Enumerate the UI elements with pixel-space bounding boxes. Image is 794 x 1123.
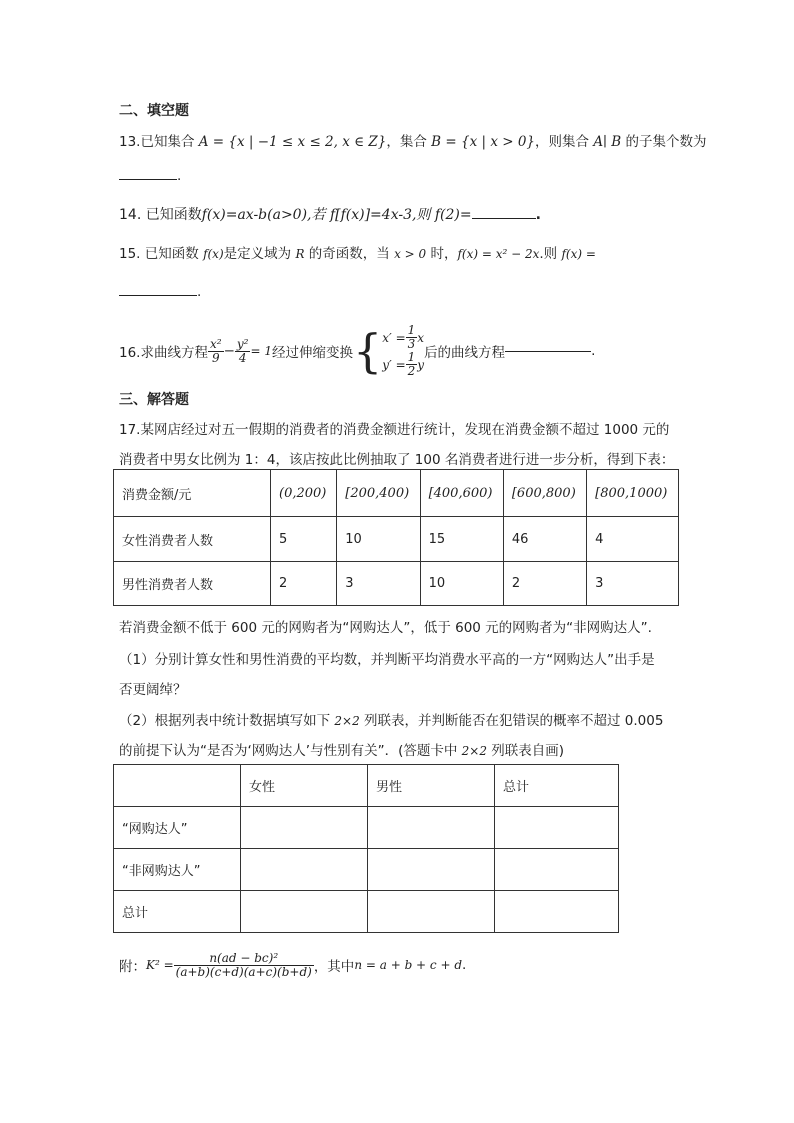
q17-sub2-a bbox=[119, 709, 663, 729]
table-row bbox=[114, 891, 619, 933]
q16-eq1: = 1 bbox=[250, 344, 272, 358]
q15-answer-line bbox=[119, 284, 201, 300]
q16-4: 4 bbox=[238, 350, 247, 365]
q15-blank[interactable] bbox=[119, 294, 197, 296]
q16-xvar: x bbox=[417, 330, 425, 345]
q17-sub2-b-pre: 的前提下认为“是否为‘网购达人’与性别有关”．(答题卡中 bbox=[119, 743, 462, 759]
q17-sub2-b-mid: 2×2 bbox=[461, 744, 487, 758]
q13-suffix: 的子集个数为 bbox=[621, 134, 707, 150]
q17-line3: 若消费金额不低于 600 元的网购者为“网购达人”，低于 600 元的网购者为“非网购达人”. bbox=[119, 620, 652, 636]
question-14 bbox=[119, 204, 541, 224]
table-cell: 15 bbox=[420, 517, 503, 562]
table-cell: 总计 bbox=[114, 891, 241, 933]
q16-two: 2 bbox=[407, 364, 416, 378]
q17-sub2-b bbox=[119, 739, 564, 759]
contingency-table bbox=[113, 764, 619, 933]
appendix-numerator: n(ad − bc)² bbox=[174, 952, 314, 966]
q16-frac-half bbox=[406, 351, 418, 378]
q16-frac-y bbox=[235, 338, 251, 365]
consumption-table bbox=[113, 469, 679, 606]
table-cell: [400,600) bbox=[420, 470, 503, 517]
table-cell: 女性消费者人数 bbox=[114, 517, 271, 562]
q16-mid: 经过伸缩变换 bbox=[271, 345, 353, 361]
q13-set-a: A = {x | −1 ≤ x ≤ 2, x ∈ Z} bbox=[198, 134, 387, 150]
table-cell bbox=[495, 849, 619, 891]
table-cell bbox=[368, 849, 495, 891]
table-row bbox=[114, 807, 619, 849]
table-cell: [800,1000) bbox=[587, 470, 679, 517]
q13-end: . bbox=[177, 168, 182, 184]
table-row bbox=[114, 765, 619, 807]
q15-mid3: 时， bbox=[426, 246, 458, 262]
q16-system bbox=[382, 324, 424, 378]
q16-one-a: 1 bbox=[407, 323, 416, 337]
table-cell: 2 bbox=[271, 562, 337, 606]
table-cell: 3 bbox=[337, 562, 420, 606]
table-cell bbox=[241, 849, 368, 891]
question-16 bbox=[119, 318, 595, 384]
q16-three: 3 bbox=[407, 337, 416, 351]
q13-set-b: B = {x | x > 0} bbox=[431, 134, 536, 150]
appendix-n-expr: n = a + b + c + d bbox=[354, 958, 463, 972]
q16-frac-x bbox=[208, 338, 224, 365]
q15-r: R bbox=[295, 247, 305, 261]
table-cell: 46 bbox=[503, 517, 586, 562]
table-cell: 男性 bbox=[368, 765, 495, 807]
q16-y2: y² bbox=[236, 336, 249, 351]
q16-frac-third bbox=[406, 324, 418, 351]
q15-end: . bbox=[197, 284, 202, 300]
q13-suffix-pre: ，则集合 bbox=[535, 134, 594, 150]
table-cell: [200,400) bbox=[337, 470, 420, 517]
appendix-end: . bbox=[462, 957, 467, 973]
q17-line1: 17.某网店经过对五一假期的消费者的消费金额进行统计，发现在消费金额不超过 1000 元的 bbox=[119, 422, 670, 438]
q17-sub2-b-post: 列联表自画) bbox=[486, 743, 565, 759]
q13-expr: A∣ B bbox=[593, 134, 622, 150]
table-row bbox=[114, 517, 679, 562]
q16-eq-y bbox=[382, 351, 424, 378]
q13-answer-line bbox=[119, 168, 181, 184]
table-cell: 总计 bbox=[495, 765, 619, 807]
q16-end: . bbox=[591, 343, 596, 359]
table-cell: (0,200) bbox=[271, 470, 337, 517]
q16-eq-x bbox=[382, 324, 424, 351]
table-cell bbox=[368, 807, 495, 849]
appendix-mid: ，其中 bbox=[313, 959, 355, 975]
table-cell: 5 bbox=[271, 517, 337, 562]
q16-one-b: 1 bbox=[407, 350, 416, 364]
q16-yvar: y bbox=[417, 357, 425, 372]
table-row bbox=[114, 470, 679, 517]
appendix-fraction bbox=[174, 952, 314, 979]
q14-end: . bbox=[535, 207, 541, 223]
q16-x2: x² bbox=[209, 336, 222, 351]
appendix-k2: K² = bbox=[146, 958, 174, 972]
q17-sub2-a-mid: 2×2 bbox=[334, 714, 360, 728]
table-cell bbox=[495, 891, 619, 933]
q14-prefix: 14. 已知函数 bbox=[119, 207, 202, 223]
question-13 bbox=[119, 130, 707, 150]
q13-prefix: 13.已知集合 bbox=[119, 134, 199, 150]
table-cell: 女性 bbox=[241, 765, 368, 807]
q16-blank[interactable] bbox=[505, 350, 591, 352]
table-cell: 消费金额/元 bbox=[114, 470, 271, 517]
table-cell: 男性消费者人数 bbox=[114, 562, 271, 606]
table-cell bbox=[241, 891, 368, 933]
table-cell bbox=[114, 765, 241, 807]
appendix-prefix: 附： bbox=[119, 959, 146, 975]
table-cell: 10 bbox=[420, 562, 503, 606]
appendix-denominator: (a+b)(c+d)(a+c)(b+d) bbox=[175, 964, 312, 979]
table-cell: “非网购达人” bbox=[114, 849, 241, 891]
q14-function: f(x)=ax-b(a>0),若 f[f(x)]=4x-3,则 f(2)= bbox=[201, 207, 472, 223]
q15-mid: 是定义域为 bbox=[223, 246, 296, 262]
table-row bbox=[114, 562, 679, 606]
appendix-formula bbox=[119, 943, 466, 987]
q16-brace: { bbox=[352, 324, 383, 378]
section-title-fill-in: 二、填空题 bbox=[119, 103, 189, 119]
q16-pre: 16.求曲线方程 bbox=[119, 345, 208, 361]
q15-expr: f(x) = x² − 2x bbox=[457, 247, 540, 261]
q16-yp: y′ = bbox=[382, 357, 406, 372]
table-cell: 3 bbox=[587, 562, 679, 606]
table-cell bbox=[495, 807, 619, 849]
table-cell bbox=[368, 891, 495, 933]
q14-blank[interactable] bbox=[472, 217, 536, 219]
q13-mid: ，集合 bbox=[386, 134, 432, 150]
q15-fx: f(x) bbox=[203, 247, 224, 261]
table-cell: 2 bbox=[503, 562, 586, 606]
q17-line2: 消费者中男女比例为 1：4，该店按此比例抽取了 100 名消费者进行进一步分析，得到下表： bbox=[119, 452, 675, 468]
q13-blank[interactable] bbox=[119, 178, 177, 180]
question-15 bbox=[119, 242, 596, 262]
q15-ask: f(x) = bbox=[561, 247, 596, 261]
table-cell: 4 bbox=[587, 517, 679, 562]
q15-pre: 15. 已知函数 bbox=[119, 246, 204, 262]
q15-mid4: .则 bbox=[539, 246, 562, 262]
q16-post: 后的曲线方程 bbox=[424, 345, 506, 361]
table-cell: “网购达人” bbox=[114, 807, 241, 849]
q15-mid2: 的奇函数，当 bbox=[304, 246, 395, 262]
q17-sub2-a-post: 列联表，并判断能否在犯错误的概率不超过 0.005 bbox=[359, 713, 664, 729]
table-row bbox=[114, 849, 619, 891]
q16-xp: x′ = bbox=[382, 330, 406, 345]
q16-9: 9 bbox=[211, 350, 220, 365]
q17-sub2-a-pre: （2）根据列表中统计数据填写如下 bbox=[119, 713, 335, 729]
section-title-answer: 三、解答题 bbox=[119, 392, 189, 408]
q15-cond: x > 0 bbox=[394, 247, 427, 261]
q17-sub1-a: （1）分别计算女性和男性消费的平均数，并判断平均消费水平高的一方“网购达人”出手是 bbox=[119, 652, 655, 668]
table-cell: 10 bbox=[337, 517, 420, 562]
q16-minus: − bbox=[223, 343, 235, 359]
q17-sub1-b: 否更阔绰？ bbox=[119, 682, 187, 698]
table-cell bbox=[241, 807, 368, 849]
table-cell: [600,800) bbox=[503, 470, 586, 517]
